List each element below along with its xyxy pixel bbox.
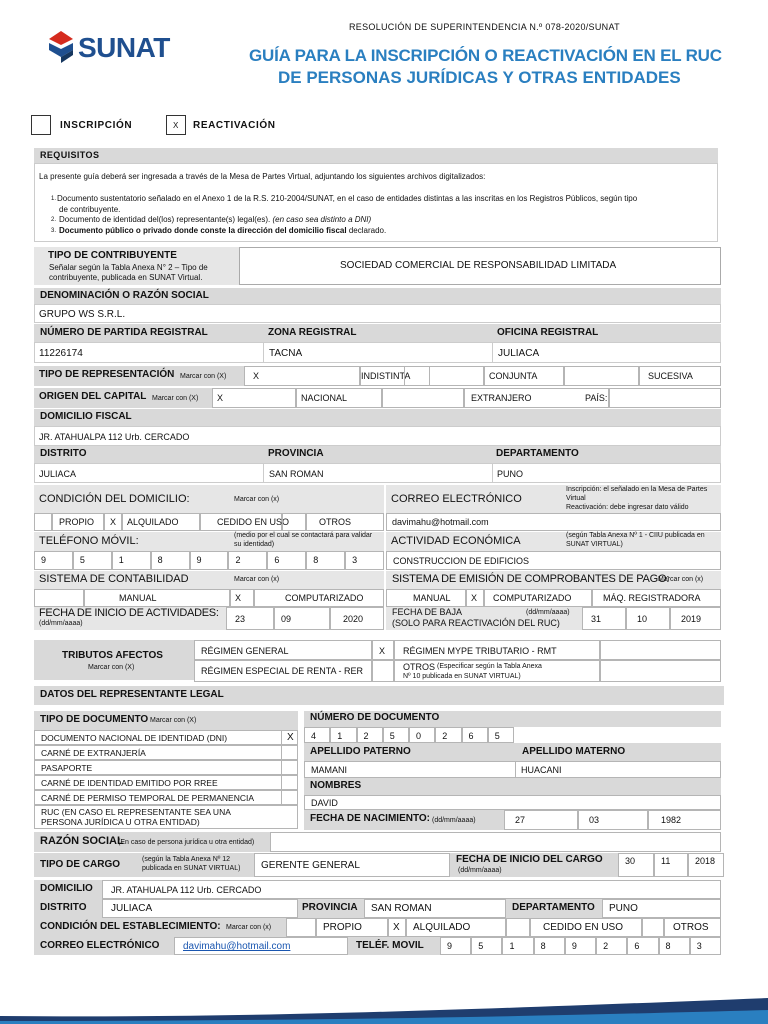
tipo-documento-option-ruc[interactable]: RUC (EN CASO EL REPRESENTANTE SEA UNA PERSONA JURÍDICA U OTRA ENTIDAD) bbox=[34, 805, 298, 829]
numero-documento-digits[interactable] bbox=[304, 727, 721, 743]
reactivacion-label: REACTIVACIÓN bbox=[193, 120, 276, 131]
documento-digit-7[interactable]: 6 bbox=[462, 727, 488, 743]
inscripcion-label: INSCRIPCIÓN bbox=[60, 120, 133, 131]
domicilio-fiscal-label: DOMICILIO FISCAL bbox=[34, 409, 721, 426]
representacion-row: TIPO DE REPRESENTACIÓN Marcar con (X) X INDISTINTA CONJUNTA SUCESIVA bbox=[34, 366, 721, 386]
rep-razon-social-label: RAZÓN SOCIAL (En caso de persona jurídica u otra entidad) bbox=[34, 832, 270, 852]
documento-digit-4[interactable]: 5 bbox=[383, 727, 409, 743]
emision-options: MANUAL X COMPUTARIZADO MÁQ. REGISTRADORA bbox=[386, 589, 721, 607]
zona-value[interactable]: TACNA bbox=[269, 348, 303, 359]
correo-label: CORREO ELECTRÓNICO Inscripción: el señalado en la Mesa de Partes Virtual Reactivación: debe ingresar dato válido bbox=[386, 485, 721, 513]
documento-digit-2[interactable]: 1 bbox=[330, 727, 356, 743]
documento-digit-1[interactable]: 4 bbox=[304, 727, 330, 743]
numero-documento-label: NÚMERO DE DOCUMENTO bbox=[304, 711, 721, 727]
contabilidad-options: MANUAL X COMPUTARIZADO bbox=[34, 589, 384, 607]
requisitos-box: La presente guía deberá ser ingresada a través de la Mesa de Partes Virtual, adjuntando los siguientes archivos digitalizados: 1. Documento sustentatorio señalado en el Anexo 1 de la R.S. 210-2004/SUNAT, en el caso de entidades distintas a las inscritas en los Registros Públicos, según tipo de contribuyente. 2. Documento de identidad del(los) representante(s) legal(es). (en caso sea distinto a DNI) 3. Documento público o privado donde conste la dirección del domicilio fiscal declarado. bbox=[34, 163, 718, 242]
tipo-documento-option[interactable]: CARNÉ DE PERMISO TEMPORAL DE PERMANENCIA bbox=[34, 790, 298, 805]
reactivacion-checkbox[interactable]: X bbox=[166, 115, 186, 135]
rep-provincia-value[interactable]: SAN ROMAN bbox=[371, 903, 432, 914]
apellidos-header: APELLIDO PATERNO APELLIDO MATERNO bbox=[304, 743, 721, 761]
sunat-logo bbox=[46, 30, 186, 66]
resolution-number: RESOLUCIÓN DE SUPERINTENDENCIA N.º 078-2020/SUNAT bbox=[349, 22, 620, 32]
telefono-digit-6[interactable]: 2 bbox=[228, 551, 267, 570]
rep-departamento-value[interactable]: PUNO bbox=[609, 903, 638, 914]
nombres-label: NOMBRES bbox=[304, 778, 721, 795]
telefono-digit-7[interactable]: 6 bbox=[267, 551, 306, 570]
tributos-row2: RÉGIMEN ESPECIAL DE RENTA - RER OTROS (Especificar según la Tabla Anexa Nº 10 publicada en SUNAT VIRTUAL) bbox=[194, 660, 721, 682]
registro-header: NÚMERO DE PARTIDA REGISTRAL ZONA REGISTRAL OFICINA REGISTRAL bbox=[34, 324, 721, 342]
telefono-digits[interactable] bbox=[34, 551, 384, 570]
ubicacion-header: DISTRITO PROVINCIA DEPARTAMENTO bbox=[34, 446, 721, 463]
actividad-label: ACTIVIDAD ECONÓMICA (según Tabla Anexa Nº 1 - CIIU publicada en SUNAT VIRTUAL) bbox=[386, 532, 721, 551]
telefono-digit-3[interactable]: 1 bbox=[112, 551, 151, 570]
documento-digit-8[interactable]: 5 bbox=[488, 727, 514, 743]
inicio-actividades-label: FECHA DE INICIO DE ACTIVIDADES: (dd/mm/aaaa) bbox=[34, 607, 226, 630]
documento-digit-6[interactable]: 2 bbox=[435, 727, 461, 743]
tributos-label: TRIBUTOS AFECTOS Marcar con (X) bbox=[34, 640, 194, 680]
rep-telefono-digit-2[interactable]: 5 bbox=[471, 937, 502, 955]
inicio-actividades-date[interactable]: 23 09 2020 bbox=[226, 607, 384, 630]
rep-telefono-digit-5[interactable]: 9 bbox=[565, 937, 596, 955]
tipo-documento-option[interactable]: CARNÉ DE IDENTIDAD EMITIDO POR RREE bbox=[34, 775, 298, 790]
partida-value[interactable]: 11226174 bbox=[39, 348, 83, 359]
ubicacion-values bbox=[34, 463, 721, 483]
page-title-line1: GUÍA PARA LA INSCRIPCIÓN O REACTIVACIÓN EN EL RUC bbox=[249, 46, 722, 65]
tributos-row1: RÉGIMEN GENERAL X RÉGIMEN MYPE TRIBUTARIO - RMT bbox=[194, 640, 721, 660]
apellido-materno-value[interactable]: HUACANI bbox=[521, 765, 562, 775]
telefono-digit-9[interactable]: 3 bbox=[345, 551, 384, 570]
fecha-inicio-cargo-label: FECHA DE INICIO DEL CARGO (dd/mm/aaaa) bbox=[450, 853, 618, 877]
domicilio-fiscal-value[interactable]: JR. ATAHUALPA 112 Urb. CERCADO bbox=[34, 426, 721, 446]
tipo-documento-option[interactable]: PASAPORTE bbox=[34, 760, 298, 775]
capital-row: ORIGEN DEL CAPITAL Marcar con (X) X NACIONAL EXTRANJERO PAÍS: bbox=[34, 388, 721, 408]
tipo-cargo-value[interactable]: GERENTE GENERAL bbox=[254, 853, 450, 877]
actividad-value[interactable]: CONSTRUCCION DE EDIFICIOS bbox=[386, 551, 721, 570]
rep-ubicacion-row: DISTRITO JULIACA PROVINCIA SAN ROMAN DEPARTAMENTO PUNO bbox=[34, 899, 721, 918]
nombres-value[interactable]: DAVID bbox=[304, 795, 721, 810]
fecha-baja-date[interactable]: 31 10 2019 bbox=[582, 607, 721, 630]
tipo-contribuyente-label: TIPO DE CONTRIBUYENTE Señalar según la Tabla Anexa N° 2 – Tipo de contribuyente, publicada en SUNAT Virtual. bbox=[34, 247, 239, 285]
documento-digit-3[interactable]: 2 bbox=[357, 727, 383, 743]
fecha-nacimiento-date[interactable]: 27 03 1982 bbox=[504, 810, 721, 830]
rep-telefono-digit-7[interactable]: 6 bbox=[627, 937, 658, 955]
documento-digit-5[interactable]: 0 bbox=[409, 727, 435, 743]
razon-social-label: DENOMINACIÓN O RAZÓN SOCIAL bbox=[34, 288, 721, 304]
apellido-paterno-value[interactable]: MAMANI bbox=[311, 765, 347, 775]
emision-label: SISTEMA DE EMISIÓN DE COMPROBANTES DE PAGO: Marcar con (x) bbox=[386, 571, 721, 589]
tipo-cargo-label: TIPO DE CARGO (según la Tabla Anexa Nº 12 publicada en SUNAT VIRTUAL) bbox=[34, 853, 254, 877]
distrito-value[interactable]: JULIACA bbox=[39, 469, 77, 479]
registro-values bbox=[34, 342, 721, 363]
sunat-logo-text: SUNAT bbox=[78, 32, 170, 63]
rep-telefono-digits[interactable] bbox=[440, 937, 721, 955]
rep-domicilio-label: DOMICILIO bbox=[34, 880, 102, 899]
fecha-baja-label: FECHA DE BAJA (dd/mm/aaaa) (SOLO PARA REACTIVACIÓN DEL RUC) bbox=[386, 607, 582, 630]
tipo-documento-option[interactable]: DOCUMENTO NACIONAL DE IDENTIDAD (DNI) X bbox=[34, 730, 298, 745]
telefono-digit-8[interactable]: 8 bbox=[306, 551, 345, 570]
apellidos-values bbox=[304, 761, 721, 778]
telefono-digit-5[interactable]: 9 bbox=[190, 551, 229, 570]
fecha-nacimiento-label: FECHA DE NACIMIENTO: (dd/mm/aaaa) bbox=[304, 810, 504, 830]
rep-distrito-value[interactable]: JULIACA bbox=[111, 903, 153, 914]
provincia-value[interactable]: SAN ROMAN bbox=[269, 469, 324, 479]
telefono-digit-2[interactable]: 5 bbox=[73, 551, 112, 570]
rep-telefono-digit-1[interactable]: 9 bbox=[440, 937, 471, 955]
rep-telefono-digit-9[interactable]: 3 bbox=[690, 937, 721, 955]
rep-telefono-digit-8[interactable]: 8 bbox=[659, 937, 690, 955]
page-title-line2: DE PERSONAS JURÍDICAS Y OTRAS ENTIDADES bbox=[278, 68, 681, 87]
rep-contacto-row: CORREO ELECTRÓNICO davimahu@hotmail.com TELÉF. MOVIL 9 5 1 8 9 2 6 8 3 bbox=[34, 937, 721, 955]
telefono-digit-1[interactable]: 9 bbox=[34, 551, 73, 570]
sunat-logo-icon bbox=[46, 30, 76, 64]
fecha-inicio-cargo-date[interactable]: 30 11 2018 bbox=[618, 853, 724, 877]
rep-telefono-digit-3[interactable]: 1 bbox=[502, 937, 533, 955]
tipo-contribuyente-value[interactable]: SOCIEDAD COMERCIAL DE RESPONSABILIDAD LIMITADA bbox=[239, 247, 721, 285]
rep-razon-social-value[interactable] bbox=[270, 832, 721, 852]
tipo-documento-list bbox=[34, 730, 298, 832]
rep-telefono-digit-4[interactable]: 8 bbox=[534, 937, 565, 955]
condicion-domicilio-label: CONDICIÓN DEL DOMICILIO: Marcar con (x) bbox=[34, 485, 384, 513]
tipo-documento-option[interactable]: CARNÉ DE EXTRANJERÍA bbox=[34, 745, 298, 760]
representante-section-header: DATOS DEL REPRESENTANTE LEGAL bbox=[34, 686, 724, 705]
requisito-3: Documento público o privado donde conste la dirección del domicilio fiscal declarado. bbox=[59, 226, 387, 235]
requisito-1: Documento sustentatorio señalado en el Anexo 1 de la R.S. 210-2004/SUNAT, en el caso de entidades distintas a las inscritas en los Registros Públicos, según tipo bbox=[57, 194, 638, 203]
razon-social-value[interactable]: GRUPO WS S.R.L. bbox=[34, 304, 721, 323]
footer-wave bbox=[0, 994, 768, 1024]
rep-domicilio-value[interactable]: JR. ATAHUALPA 112 Urb. CERCADO bbox=[102, 880, 721, 899]
telefono-digit-4[interactable]: 8 bbox=[151, 551, 190, 570]
requisitos-intro: La presente guía deberá ser ingresada a través de la Mesa de Partes Virtual, adjuntando los siguientes archivos digitalizados: bbox=[39, 172, 486, 181]
departamento-value[interactable]: PUNO bbox=[497, 469, 524, 479]
rep-email-link[interactable]: davimahu@hotmail.com bbox=[183, 941, 291, 952]
oficina-value[interactable]: JULIACA bbox=[498, 348, 540, 359]
rep-condicion-row: CONDICIÓN DEL ESTABLECIMIENTO: Marcar con (x) PROPIO X ALQUILADO CEDIDO EN USO OTROS bbox=[34, 918, 721, 937]
inscripcion-checkbox[interactable] bbox=[31, 115, 51, 135]
rep-telefono-digit-6[interactable]: 2 bbox=[596, 937, 627, 955]
tipo-documento-label: TIPO DE DOCUMENTO Marcar con (X) bbox=[34, 711, 298, 730]
correo-value[interactable]: davimahu@hotmail.com bbox=[386, 513, 721, 531]
condicion-domicilio-options: PROPIO X ALQUILADO CEDIDO EN USO OTROS bbox=[34, 513, 384, 531]
contabilidad-label: SISTEMA DE CONTABILIDAD Marcar con (x) bbox=[34, 571, 384, 589]
requisito-2: Documento de identidad del(los) representante(s) legal(es). (en caso sea distinto a DNI) bbox=[59, 215, 372, 224]
requisitos-header: REQUISITOS bbox=[34, 148, 718, 163]
telefono-label: TELÉFONO MÓVIL: (medio por el cual se contactará para validar su identidad) bbox=[34, 532, 384, 551]
